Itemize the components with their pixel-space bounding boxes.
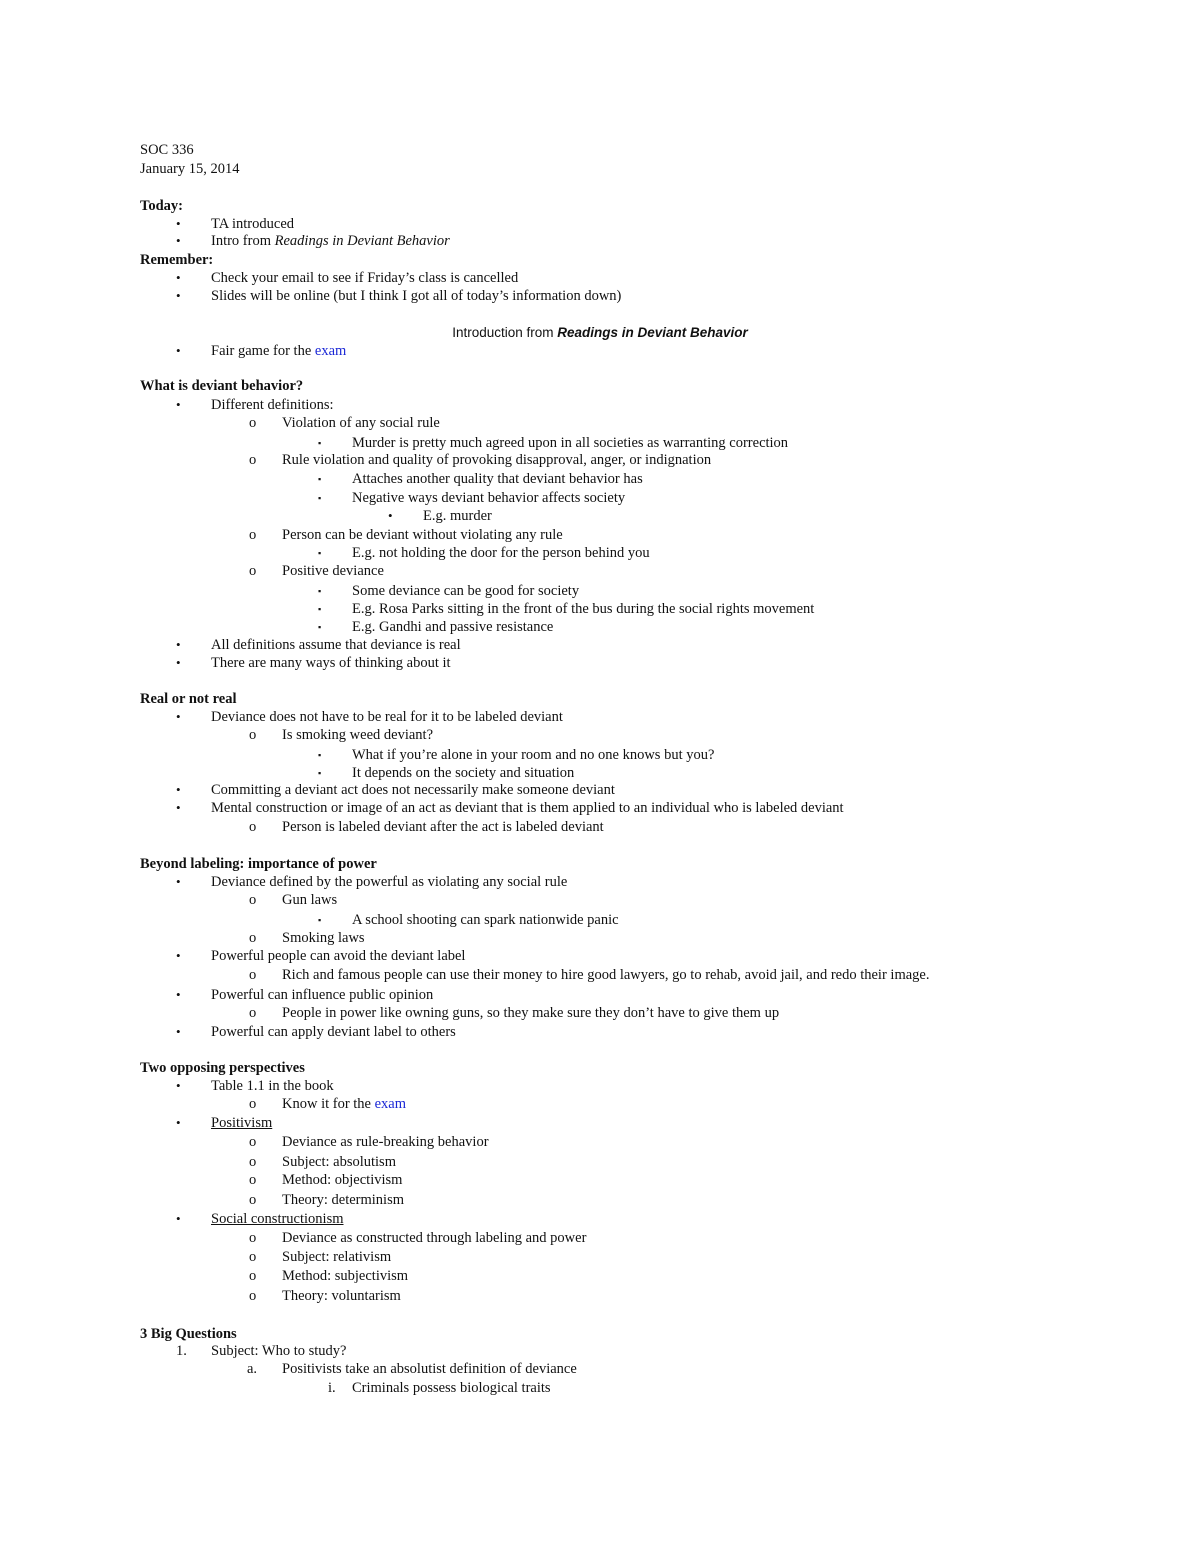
list-item: All definitions assume that deviance is real	[211, 637, 461, 653]
exam-link[interactable]: exam	[374, 1096, 407, 1112]
square-bullet-icon: ▪	[318, 915, 322, 925]
list-item: Positivists take an absolutist definition of deviance	[282, 1361, 577, 1377]
circle-bullet-icon: o	[249, 727, 257, 743]
list-item: Powerful can influence public opinion	[211, 987, 434, 1003]
list-item: Is smoking weed deviant?	[282, 727, 434, 743]
circle-bullet-icon: o	[249, 415, 257, 431]
list-item: Murder is pretty much agreed upon in all societies as warranting correction	[352, 435, 789, 451]
fair-game-note: Fair game for the exam	[211, 343, 347, 359]
list-item: Powerful people can avoid the deviant label	[211, 948, 466, 964]
square-bullet-icon: ▪	[318, 474, 322, 484]
perspectives-heading: Two opposing perspectives	[140, 1060, 305, 1076]
circle-bullet-icon: o	[249, 1192, 257, 1208]
remember-item: Check your email to see if Friday’s class is cancelled	[211, 270, 519, 286]
list-item: Powerful can apply deviant label to others	[211, 1024, 456, 1040]
list-item: Method: objectivism	[282, 1172, 403, 1188]
circle-bullet-icon: o	[249, 930, 257, 946]
circle-bullet-icon: o	[249, 892, 257, 908]
bullet-icon: •	[176, 987, 181, 1002]
circle-bullet-icon: o	[249, 967, 257, 983]
list-item: E.g. not holding the door for the person behind you	[352, 545, 650, 561]
lecture-date: January 15, 2014	[140, 161, 240, 177]
list-item: People in power like owning guns, so they make sure they don’t have to give them up	[282, 1005, 780, 1021]
list-item: Violation of any social rule	[282, 415, 440, 431]
circle-bullet-icon: o	[249, 1005, 257, 1021]
deviant-heading: What is deviant behavior?	[140, 378, 304, 394]
list-item: Rule violation and quality of provoking disapproval, anger, or indignation	[282, 452, 712, 468]
power-heading: Beyond labeling: importance of power	[140, 856, 377, 872]
list-letter: a.	[247, 1361, 258, 1377]
list-item: E.g. murder	[423, 508, 492, 524]
remember-heading: Remember:	[140, 252, 214, 268]
bullet-icon: •	[176, 397, 181, 412]
list-item: E.g. Rosa Parks sitting in the front of the bus during the social rights movement	[352, 601, 815, 617]
list-item: What if you’re alone in your room and no one knows but you?	[352, 747, 715, 763]
list-item: Criminals possess biological traits	[352, 1380, 551, 1396]
list-item: Subject: absolutism	[282, 1154, 396, 1170]
section-title: Introduction from Readings in Deviant Behavior	[452, 325, 748, 340]
list-item: Deviance does not have to be real for it to be labeled deviant	[211, 709, 563, 725]
square-bullet-icon: ▪	[318, 586, 322, 596]
circle-bullet-icon: o	[249, 1172, 257, 1188]
list-item: Subject: relativism	[282, 1249, 392, 1265]
real-heading: Real or not real	[140, 691, 237, 707]
bullet-icon: •	[176, 1115, 181, 1130]
bullet-icon: •	[176, 1024, 181, 1039]
bullet-icon: •	[176, 233, 181, 248]
list-item: Different definitions:	[211, 397, 334, 413]
circle-bullet-icon: o	[249, 1288, 257, 1304]
bullet-icon: •	[176, 800, 181, 815]
positivism-label: Positivism	[211, 1115, 273, 1131]
bullet-icon: •	[176, 637, 181, 652]
square-bullet-icon: ▪	[318, 750, 322, 760]
bullet-icon: •	[176, 874, 181, 889]
circle-bullet-icon: o	[249, 1230, 257, 1246]
bullet-icon: •	[176, 1211, 181, 1226]
list-item: Theory: voluntarism	[282, 1288, 401, 1304]
circle-bullet-icon: o	[249, 1268, 257, 1284]
list-item: Positive deviance	[282, 563, 384, 579]
circle-bullet-icon: o	[249, 1134, 257, 1150]
square-bullet-icon: ▪	[318, 493, 322, 503]
circle-bullet-icon: o	[249, 563, 257, 579]
big-questions-heading: 3 Big Questions	[140, 1326, 237, 1342]
square-bullet-icon: ▪	[318, 622, 322, 632]
list-item: Know it for the exam	[282, 1096, 407, 1112]
list-item: Smoking laws	[282, 930, 365, 946]
square-bullet-icon: ▪	[318, 438, 322, 448]
circle-bullet-icon: o	[249, 1096, 257, 1112]
course-code: SOC 336	[140, 142, 194, 158]
list-item: It depends on the society and situation	[352, 765, 575, 781]
bullet-icon: •	[176, 948, 181, 963]
list-item: Gun laws	[282, 892, 338, 908]
remember-item: Slides will be online (but I think I got all of today’s information down)	[211, 288, 622, 304]
list-item: Some deviance can be good for society	[352, 583, 580, 599]
list-item: Mental construction or image of an act as deviant that is them applied to an individual who is labeled deviant	[211, 800, 844, 816]
list-item: Rich and famous people can use their money to hire good lawyers, go to rehab, avoid jail, and redo their image.	[282, 967, 930, 983]
circle-bullet-icon: o	[249, 527, 257, 543]
list-item: Method: subjectivism	[282, 1268, 409, 1284]
social-constructionism-label: Social constructionism	[211, 1211, 344, 1227]
list-item: Person is labeled deviant after the act is labeled deviant	[282, 819, 604, 835]
bullet-icon: •	[176, 288, 181, 303]
list-item: A school shooting can spark nationwide panic	[352, 912, 619, 928]
circle-bullet-icon: o	[249, 1154, 257, 1170]
circle-bullet-icon: o	[249, 1249, 257, 1265]
square-bullet-icon: ▪	[318, 768, 322, 778]
bullet-icon: •	[176, 1078, 181, 1093]
today-heading: Today:	[140, 198, 183, 214]
list-item: Person can be deviant without violating any rule	[282, 527, 563, 543]
list-item: Deviance defined by the powerful as violating any social rule	[211, 874, 568, 890]
list-roman: i.	[328, 1380, 336, 1396]
bullet-icon: •	[176, 655, 181, 670]
list-item: Subject: Who to study?	[211, 1343, 347, 1359]
list-item: E.g. Gandhi and passive resistance	[352, 619, 554, 635]
exam-link[interactable]: exam	[314, 343, 347, 359]
bullet-icon: •	[176, 343, 181, 358]
bullet-icon: •	[176, 270, 181, 285]
bullet-icon: •	[176, 709, 181, 724]
list-item: Negative ways deviant behavior affects society	[352, 490, 626, 506]
square-bullet-icon: ▪	[318, 604, 322, 614]
bullet-icon: •	[388, 508, 393, 523]
list-item: Attaches another quality that deviant behavior has	[352, 471, 643, 487]
bullet-icon: •	[176, 216, 181, 231]
list-item: Deviance as rule-breaking behavior	[282, 1134, 489, 1150]
circle-bullet-icon: o	[249, 819, 257, 835]
today-item: Intro from Readings in Deviant Behavior	[211, 233, 450, 249]
bullet-icon: •	[176, 782, 181, 797]
list-item: There are many ways of thinking about it	[211, 655, 451, 671]
square-bullet-icon: ▪	[318, 548, 322, 558]
list-item: Committing a deviant act does not necessarily make someone deviant	[211, 782, 615, 798]
list-item: Theory: determinism	[282, 1192, 405, 1208]
circle-bullet-icon: o	[249, 452, 257, 468]
list-item: Table 1.1 in the book	[211, 1078, 334, 1094]
list-number: 1.	[176, 1343, 187, 1359]
today-item: TA introduced	[211, 216, 294, 232]
list-item: Deviance as constructed through labeling and power	[282, 1230, 587, 1246]
